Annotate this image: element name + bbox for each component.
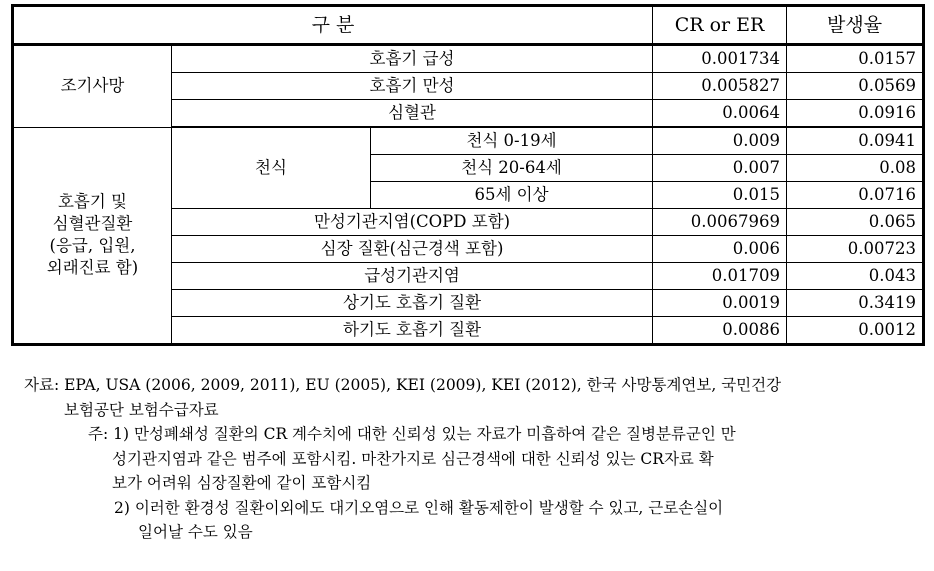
subgroup-label-asthma: 천식	[172, 127, 371, 209]
group-label-line: 호흡기 및	[57, 192, 127, 212]
group-label-line: 외래진료 함)	[46, 258, 139, 278]
header-rate: 발생율	[787, 6, 924, 45]
row-rate: 0.3419	[787, 290, 924, 317]
header-cr: CR or ER	[653, 6, 787, 45]
row-rate: 0.0941	[787, 127, 924, 155]
note-line: 성기관지염과 같은 범주에 포함시킴. 마찬가지로 심근경색에 대한 신뢰성 있는 CR자료 확	[112, 449, 714, 468]
row-name: 호흡기 급성	[172, 45, 653, 73]
table-notes	[24, 373, 924, 545]
source-line: 보험공단 보험수급자료	[64, 400, 219, 419]
note-line: 보가 어려워 심장질환에 같이 포함시킴	[112, 474, 372, 492]
row-rate: 0.065	[787, 209, 924, 236]
row-rate: 0.043	[787, 263, 924, 290]
row-rate: 0.0157	[787, 45, 924, 73]
row-name: 심혈관	[172, 100, 653, 128]
row-name: 상기도 호흡기 질환	[172, 290, 653, 317]
source-line: 자료: EPA, USA (2006, 2009, 2011), EU (2005), KEI (2009), KEI (2012), 한국 사망통계연보, 국민건강	[24, 376, 782, 394]
row-name: 65세 이상	[371, 182, 653, 209]
row-name: 심장 질환(심근경색 포함)	[172, 236, 653, 263]
row-name: 천식 0-19세	[371, 127, 653, 155]
row-name: 만성기관지염(COPD 포함)	[172, 209, 653, 236]
table-row	[13, 45, 924, 73]
row-cr: 0.001734	[653, 45, 787, 73]
row-cr: 0.007	[653, 155, 787, 182]
row-rate: 0.0012	[787, 317, 924, 345]
row-rate: 0.0716	[787, 182, 924, 209]
row-cr: 0.01709	[653, 263, 787, 290]
group-label-respiratory	[13, 127, 172, 345]
row-rate: 0.08	[787, 155, 924, 182]
row-rate: 0.00723	[787, 236, 924, 263]
row-rate: 0.0569	[787, 73, 924, 100]
row-name: 호흡기 만성	[172, 73, 653, 100]
row-cr: 0.015	[653, 182, 787, 209]
note-line: 일어날 수도 있음	[138, 523, 253, 541]
table-header-row	[13, 6, 924, 45]
row-cr: 0.0067969	[653, 209, 787, 236]
note-line: 주: 1) 만성폐쇄성 질환의 CR 계수치에 대한 신뢰성 있는 자료가 미흡하여 같은 질병분류군인 만	[88, 425, 736, 443]
cr-rate-table	[11, 4, 925, 346]
group-label-line: 심혈관질환	[52, 214, 133, 234]
table-row	[13, 127, 924, 155]
group-label-line: (응급, 입원,	[49, 236, 136, 256]
row-cr: 0.0019	[653, 290, 787, 317]
row-cr: 0.0086	[653, 317, 787, 345]
row-cr: 0.009	[653, 127, 787, 155]
row-cr: 0.006	[653, 236, 787, 263]
row-name: 천식 20-64세	[371, 155, 653, 182]
row-name: 급성기관지염	[172, 263, 653, 290]
row-cr: 0.0064	[653, 100, 787, 128]
note-line: 2) 이러한 환경성 질환이외에도 대기오염으로 인해 활동제한이 발생할 수 있고, 근로손실이	[114, 498, 724, 517]
header-category: 구 분	[13, 6, 653, 45]
row-cr: 0.005827	[653, 73, 787, 100]
row-rate: 0.0916	[787, 100, 924, 128]
group-label-early-death: 조기사망	[13, 45, 172, 128]
row-name: 하기도 호흡기 질환	[172, 317, 653, 345]
